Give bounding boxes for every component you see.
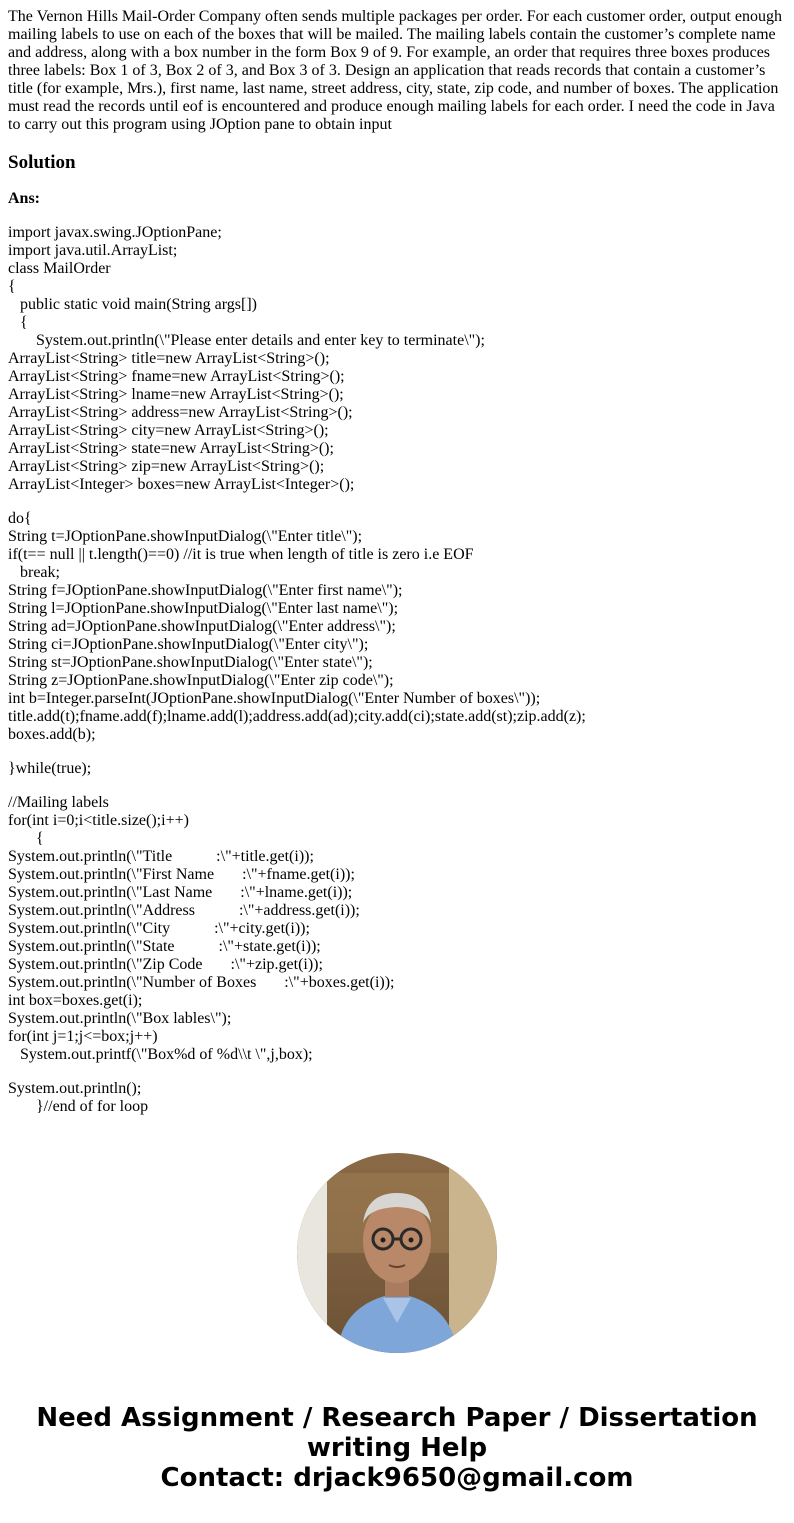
code-line: for(int i=0;i<title.size();i++) xyxy=(8,812,189,829)
author-avatar xyxy=(297,1153,497,1353)
code-line: System.out.println(); xyxy=(8,1080,142,1097)
solution-heading: Solution xyxy=(8,152,76,173)
code-line: ArrayList<String> state=new ArrayList<String>(); xyxy=(8,440,334,457)
code-line: int box=boxes.get(i); xyxy=(8,992,143,1009)
ans-label: Ans: xyxy=(8,190,41,207)
code-line: import java.util.ArrayList; xyxy=(8,242,178,259)
code-blank-line xyxy=(8,778,786,794)
code-line: String ci=JOptionPane.showInputDialog(\"Enter city\"); xyxy=(8,636,369,653)
code-line: { xyxy=(8,278,16,295)
code-line: //Mailing labels xyxy=(8,794,109,811)
code-line: System.out.println(\"City :\"+city.get(i)); xyxy=(8,920,310,937)
code-line: title.add(t);fname.add(f);lname.add(l);address.add(ad);city.add(ci);state.add(st);zip.add(z); xyxy=(8,708,586,725)
code-line: String f=JOptionPane.showInputDialog(\"Enter first name\"); xyxy=(8,582,403,599)
code-line: String ad=JOptionPane.showInputDialog(\"Enter address\"); xyxy=(8,618,396,635)
code-line: class MailOrder xyxy=(8,260,111,277)
code-line: ArrayList<String> fname=new ArrayList<String>(); xyxy=(8,368,345,385)
code-line: String l=JOptionPane.showInputDialog(\"Enter last name\"); xyxy=(8,600,399,617)
contact-footer xyxy=(0,1403,794,1493)
code-line: ArrayList<String> title=new ArrayList<String>(); xyxy=(8,350,330,367)
code-line: System.out.println(\"Zip Code :\"+zip.get(i)); xyxy=(8,956,323,973)
footer-line-2: writing Help xyxy=(306,1433,488,1463)
code-blank-line xyxy=(8,494,786,510)
code-line: System.out.printf(\"Box%d of %d\\t \",j,box); xyxy=(8,1046,313,1063)
code-line: import javax.swing.JOptionPane; xyxy=(8,224,222,241)
code-line: String t=JOptionPane.showInputDialog(\"Enter title\"); xyxy=(8,528,363,545)
code-line: System.out.println(\"Number of Boxes :\"+boxes.get(i)); xyxy=(8,974,395,991)
code-line: String z=JOptionPane.showInputDialog(\"Enter zip code\"); xyxy=(8,672,394,689)
code-line: public static void main(String args[]) xyxy=(8,296,257,313)
code-line: ArrayList<Integer> boxes=new ArrayList<Integer>(); xyxy=(8,476,355,493)
code-line: System.out.println(\"Last Name :\"+lname.get(i)); xyxy=(8,884,353,901)
code-line: { xyxy=(8,830,44,847)
code-line: break; xyxy=(8,564,60,581)
code-line: int b=Integer.parseInt(JOptionPane.showInputDialog(\"Enter Number of boxes\")); xyxy=(8,690,541,707)
code-line: System.out.println(\"Title :\"+title.get(i)); xyxy=(8,848,314,865)
code-line: System.out.println(\"State :\"+state.get(i)); xyxy=(8,938,321,955)
code-line: if(t== null || t.length()==0) //it is true when length of title is zero i.e EOF xyxy=(8,546,474,563)
footer-contact-line: Contact: drjack9650@gmail.com xyxy=(160,1463,634,1493)
code-blank-line xyxy=(8,744,786,760)
code-line: for(int j=1;j<=box;j++) xyxy=(8,1028,158,1045)
code-line: ArrayList<String> lname=new ArrayList<String>(); xyxy=(8,386,344,403)
question-text: The Vernon Hills Mail-Order Company often sends multiple packages per order. For each customer order, output enough mailing labels to use on each of the boxes that will be mailed. The mailing labels contain the customer’s complete name and address, along with a box number in the form Box 9 of 9. For example, an order that requires three boxes produces three labels: Box 1 of 3, Box 2 of 3, and Box 3 of 3. Design an application that reads records that contain a customer’s title (for example, Mrs.), first name, last name, street address, city, state, zip code, and number of boxes. The application must read the records until eof is encountered and produce enough mailing labels for each order. I need the code in Java to carry out this program using JOption pane to obtain input xyxy=(8,8,782,133)
author-photo xyxy=(297,1153,497,1353)
code-line: }//end of for loop xyxy=(8,1098,149,1115)
code-line: { xyxy=(8,314,28,331)
code-listing xyxy=(8,224,786,1116)
code-line: ArrayList<String> address=new ArrayList<String>(); xyxy=(8,404,353,421)
code-line: do{ xyxy=(8,510,32,527)
code-line: System.out.println(\"Please enter details and enter key to terminate\"); xyxy=(8,332,485,349)
code-blank-line xyxy=(8,1064,786,1080)
code-line: System.out.println(\"First Name :\"+fname.get(i)); xyxy=(8,866,355,883)
code-line: }while(true); xyxy=(8,760,92,777)
code-line: System.out.println(\"Address :\"+address.get(i)); xyxy=(8,902,360,919)
code-line: boxes.add(b); xyxy=(8,726,96,743)
code-line: ArrayList<String> city=new ArrayList<String>(); xyxy=(8,422,329,439)
code-line: ArrayList<String> zip=new ArrayList<String>(); xyxy=(8,458,325,475)
footer-line-1: Need Assignment / Research Paper / Dissertation xyxy=(36,1403,758,1433)
code-line: String st=JOptionPane.showInputDialog(\"Enter state\"); xyxy=(8,654,373,671)
code-line: System.out.println(\"Box lables\"); xyxy=(8,1010,232,1027)
